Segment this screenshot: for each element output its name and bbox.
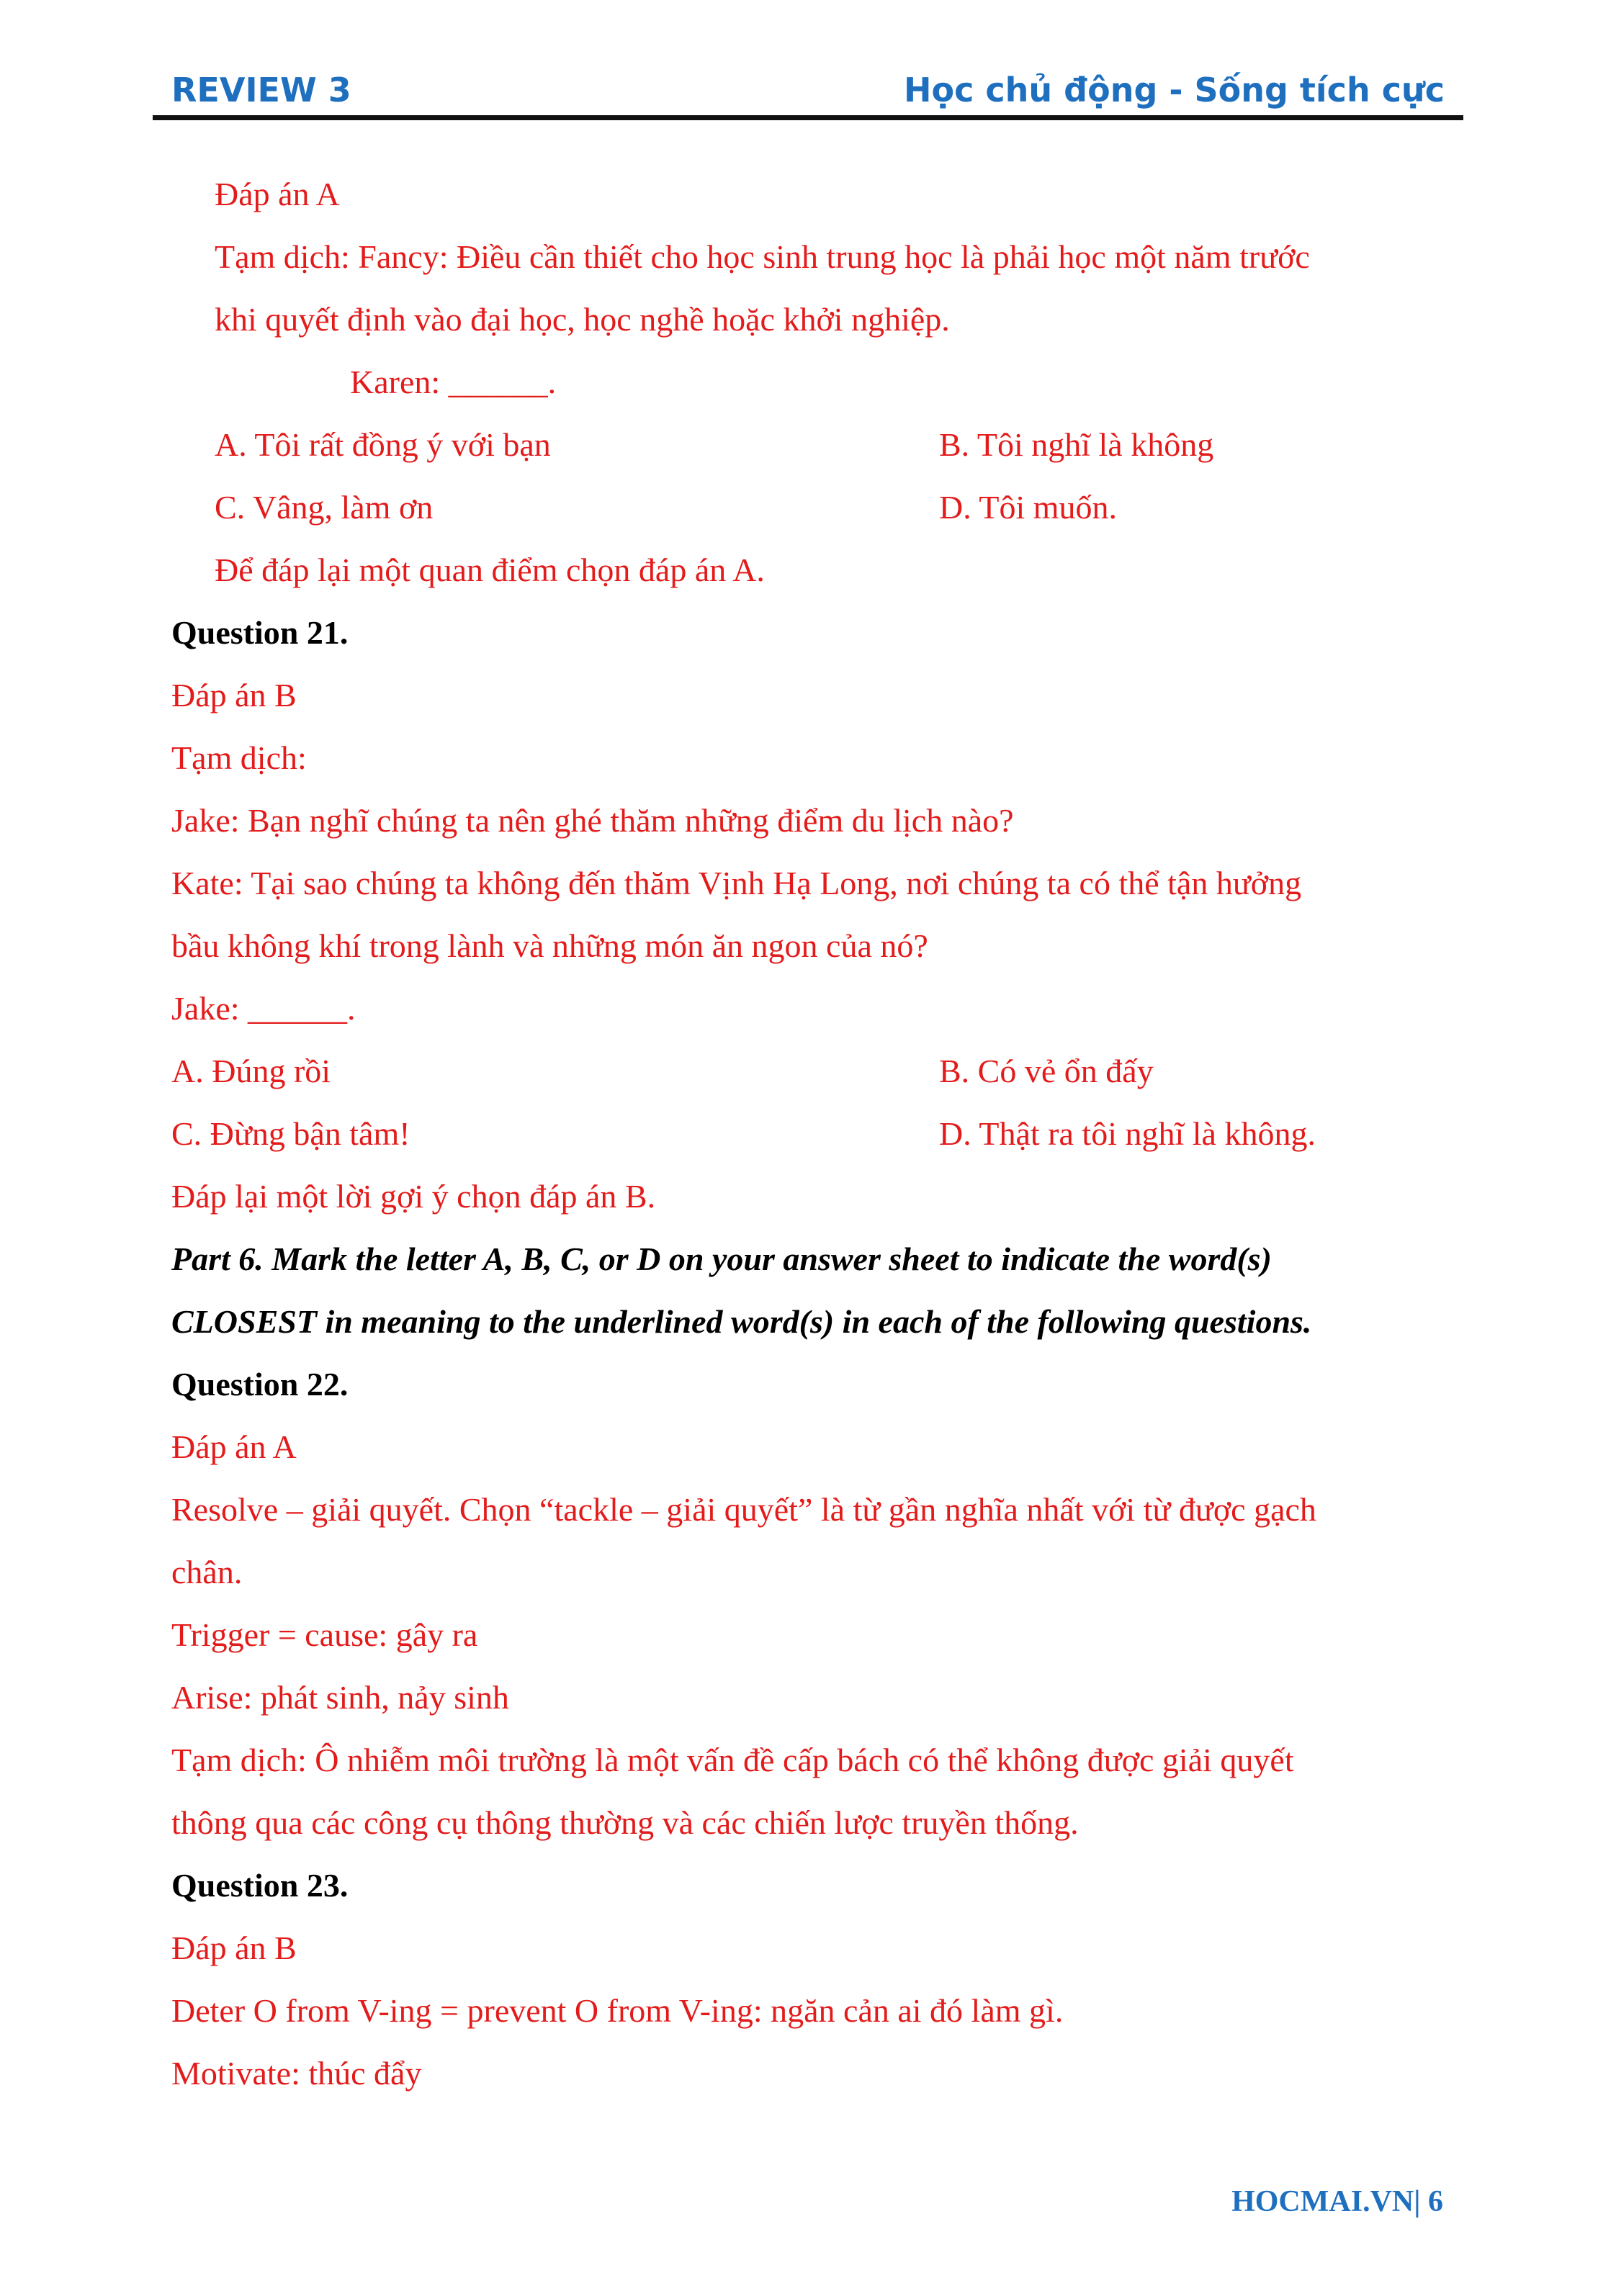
q22-title: Question 22. bbox=[171, 1366, 349, 1403]
q21-jake-line-1: Jake: Bạn nghĩ chúng ta nên ghé thăm những điểm du lịch nào? bbox=[171, 802, 1014, 839]
q21-explanation: Đáp lại một lời gợi ý chọn đáp án B. bbox=[171, 1178, 656, 1215]
q21-option-b: B. Có vẻ ổn đấy bbox=[939, 1053, 1154, 1089]
q20-translation-line-2: khi quyết định vào đại học, học nghề hoặc khởi nghiệp. bbox=[215, 301, 950, 338]
part6-instruction-line-1: Part 6. Mark the letter A, B, C, or D on your answer sheet to indicate the word(s) bbox=[171, 1241, 1272, 1277]
q21-kate-line-1: Kate: Tại sao chúng ta không đến thăm Vịnh Hạ Long, nơi chúng ta có thể tận hưởng bbox=[171, 865, 1302, 901]
q21-title: Question 21. bbox=[171, 614, 349, 651]
q22-resolve-line-2: chân. bbox=[171, 1554, 243, 1590]
page-footer: HOCMAI.VN| 6 bbox=[1231, 2185, 1443, 2218]
q20-options-row-2 bbox=[171, 476, 1439, 539]
header-title: REVIEW 3 bbox=[171, 71, 351, 109]
q22-trigger: Trigger = cause: gây ra bbox=[171, 1616, 478, 1653]
q20-translation-line-1: Tạm dịch: Fancy: Điều cần thiết cho học sinh trung học là phải học một năm trước bbox=[215, 238, 1310, 275]
header-divider bbox=[153, 115, 1463, 120]
q23-title: Question 23. bbox=[171, 1867, 349, 1904]
q20-option-a: A. Tôi rất đồng ý với bạn bbox=[215, 426, 551, 463]
q20-option-c: C. Vâng, làm ơn bbox=[215, 489, 434, 526]
q21-options-row-1 bbox=[171, 1040, 1439, 1102]
header-slogan: Học chủ động - Sống tích cực bbox=[904, 71, 1445, 109]
q20-options-row-1 bbox=[171, 413, 1439, 476]
q21-options-row-2 bbox=[171, 1102, 1439, 1165]
q22-resolve-line-1: Resolve – giải quyết. Chọn “tackle – giải quyết” là từ gần nghĩa nhất với từ được gạch bbox=[171, 1491, 1316, 1528]
q23-deter: Deter O from V-ing = prevent O from V-ing: ngăn cản ai đó làm gì. bbox=[171, 1992, 1064, 2029]
q21-option-d: D. Thật ra tôi nghĩ là không. bbox=[939, 1115, 1316, 1152]
q23-answer: Đáp án B bbox=[171, 1930, 297, 1966]
q22-translation-line-2: thông qua các công cụ thông thường và các chiến lược truyền thống. bbox=[171, 1804, 1079, 1841]
q21-answer: Đáp án B bbox=[171, 677, 297, 713]
q22-answer: Đáp án A bbox=[171, 1428, 297, 1465]
q21-kate-line-2: bầu không khí trong lành và những món ăn ngon của nó? bbox=[171, 927, 928, 964]
q21-translation-label: Tạm dịch: bbox=[171, 739, 307, 776]
part6-instruction-line-2: CLOSEST in meaning to the underlined word(s) in each of the following questions. bbox=[171, 1303, 1312, 1340]
document-body bbox=[171, 163, 1439, 2104]
q21-option-a: A. Đúng rồi bbox=[171, 1053, 331, 1089]
q21-jake-line-2: Jake: ______. bbox=[171, 990, 356, 1027]
q21-option-c: C. Đừng bận tâm! bbox=[171, 1115, 410, 1152]
q20-option-d: D. Tôi muốn. bbox=[939, 489, 1118, 526]
q22-arise: Arise: phát sinh, nảy sinh bbox=[171, 1679, 509, 1716]
q20-answer: Đáp án A bbox=[215, 176, 340, 212]
q20-karen-line: Karen: ______. bbox=[350, 364, 557, 400]
q23-motivate: Motivate: thúc đẩy bbox=[171, 2055, 422, 2092]
q20-option-b: B. Tôi nghĩ là không bbox=[939, 426, 1214, 463]
q20-explanation: Để đáp lại một quan điểm chọn đáp án A. bbox=[215, 552, 765, 588]
q22-translation-line-1: Tạm dịch: Ô nhiễm môi trường là một vấn đề cấp bách có thể không được giải quyết bbox=[171, 1742, 1294, 1778]
